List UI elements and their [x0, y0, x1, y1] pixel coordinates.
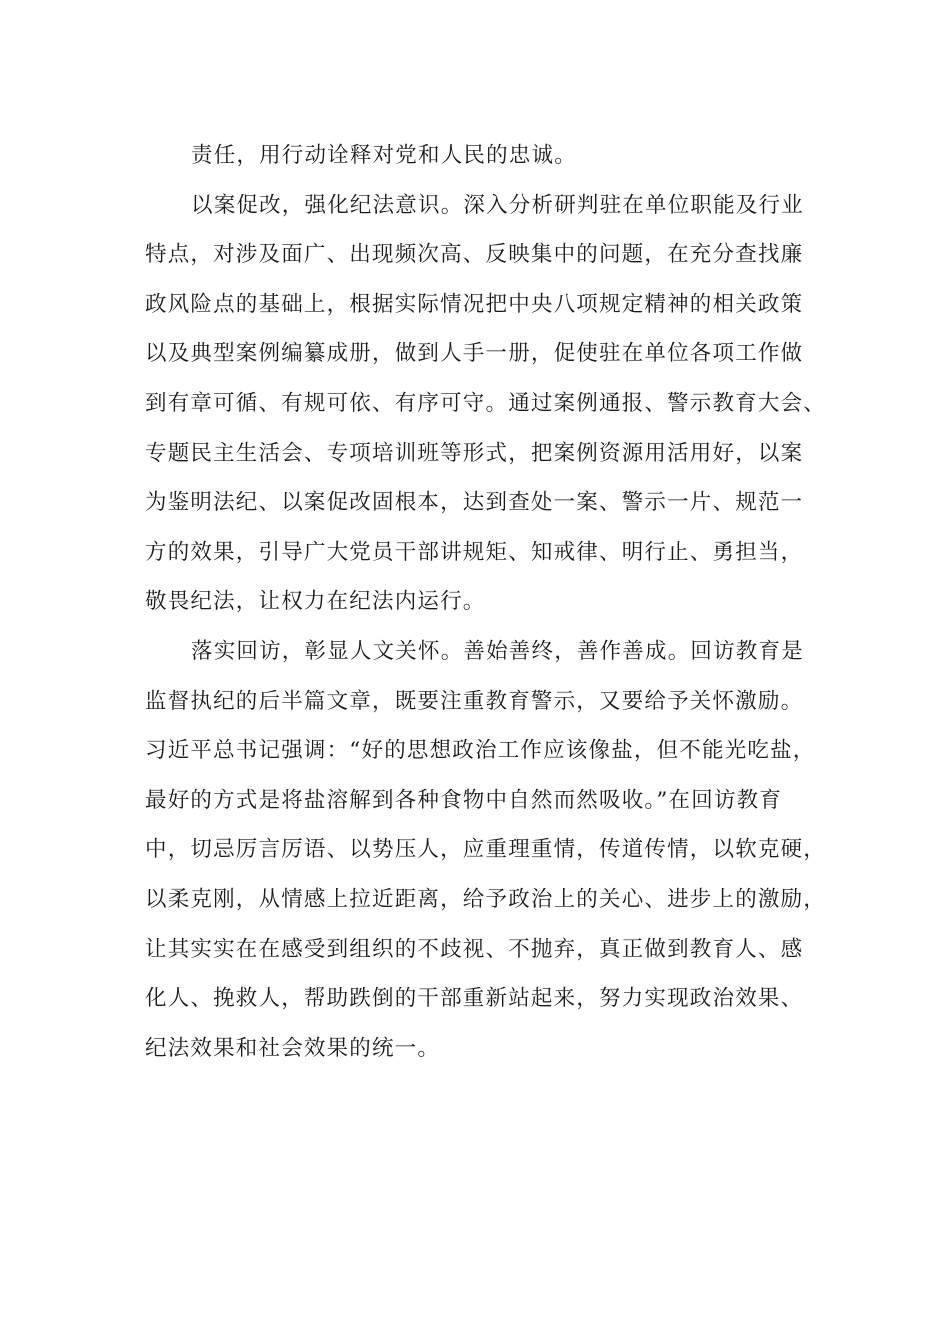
text-line: 敬畏纪法，让权力在纪法内运行。 — [145, 589, 486, 615]
text-line: 为鉴明法纪、以案促改固根本，达到查处一案、警示一片、规范一 — [145, 490, 804, 516]
paragraph-start-line: 落实回访，彰显人文关怀。善始善终，善作善成。回访教育是 — [191, 638, 804, 664]
text-line: 政风险点的基础上，根据实际情况把中央八项规定精神的相关政策 — [145, 291, 804, 317]
text-line: 特点，对涉及面广、出现频次高、反映集中的问题，在充分查找廉 — [145, 242, 804, 268]
text-line: 最好的方式是将盐溶解到各种食物中自然而然吸收。”在回访教育 — [145, 787, 783, 813]
text-line: 让其实实在在感受到组织的不歧视、不抛弃，真正做到教育人、感 — [145, 936, 804, 962]
body-text — [145, 131, 825, 1073]
paragraph-start-line: 以案促改，强化纪法意识。深入分析研判驻在单位职能及行业 — [191, 192, 804, 218]
text-line: 到有章可循、有规可依、有序可守。通过案例通报、警示教育大会、 — [145, 390, 827, 416]
text-line: 以及典型案例编纂成册，做到人手一册，促使驻在单位各项工作做 — [145, 341, 804, 367]
text-line: 纪法效果和社会效果的统一。 — [145, 1035, 441, 1061]
text-line: 习近平总书记强调：“好的思想政治工作应该像盐，但不能光吃盐， — [145, 738, 816, 764]
text-line: 方的效果，引导广大党员干部讲规矩、知戒律、明行止、勇担当， — [145, 539, 804, 565]
text-line: 化人、挽救人，帮助跌倒的干部重新站起来，努力实现政治效果、 — [145, 986, 804, 1012]
text-line: 责任，用行动诠释对党和人民的忠诚。 — [191, 143, 577, 168]
text-line: 专题民主生活会、专项培训班等形式，把案例资源用活用好，以案 — [145, 440, 804, 466]
text-line: 监督执纪的后半篇文章，既要注重教育警示，又要给予关怀激励。 — [145, 688, 804, 714]
text-line: 以柔克刚，从情感上拉近距离，给予政治上的关心、进步上的激励， — [145, 886, 827, 912]
text-line: 中，切忌厉言厉语、以势压人，应重理重情，传道传情，以软克硬， — [145, 837, 827, 863]
